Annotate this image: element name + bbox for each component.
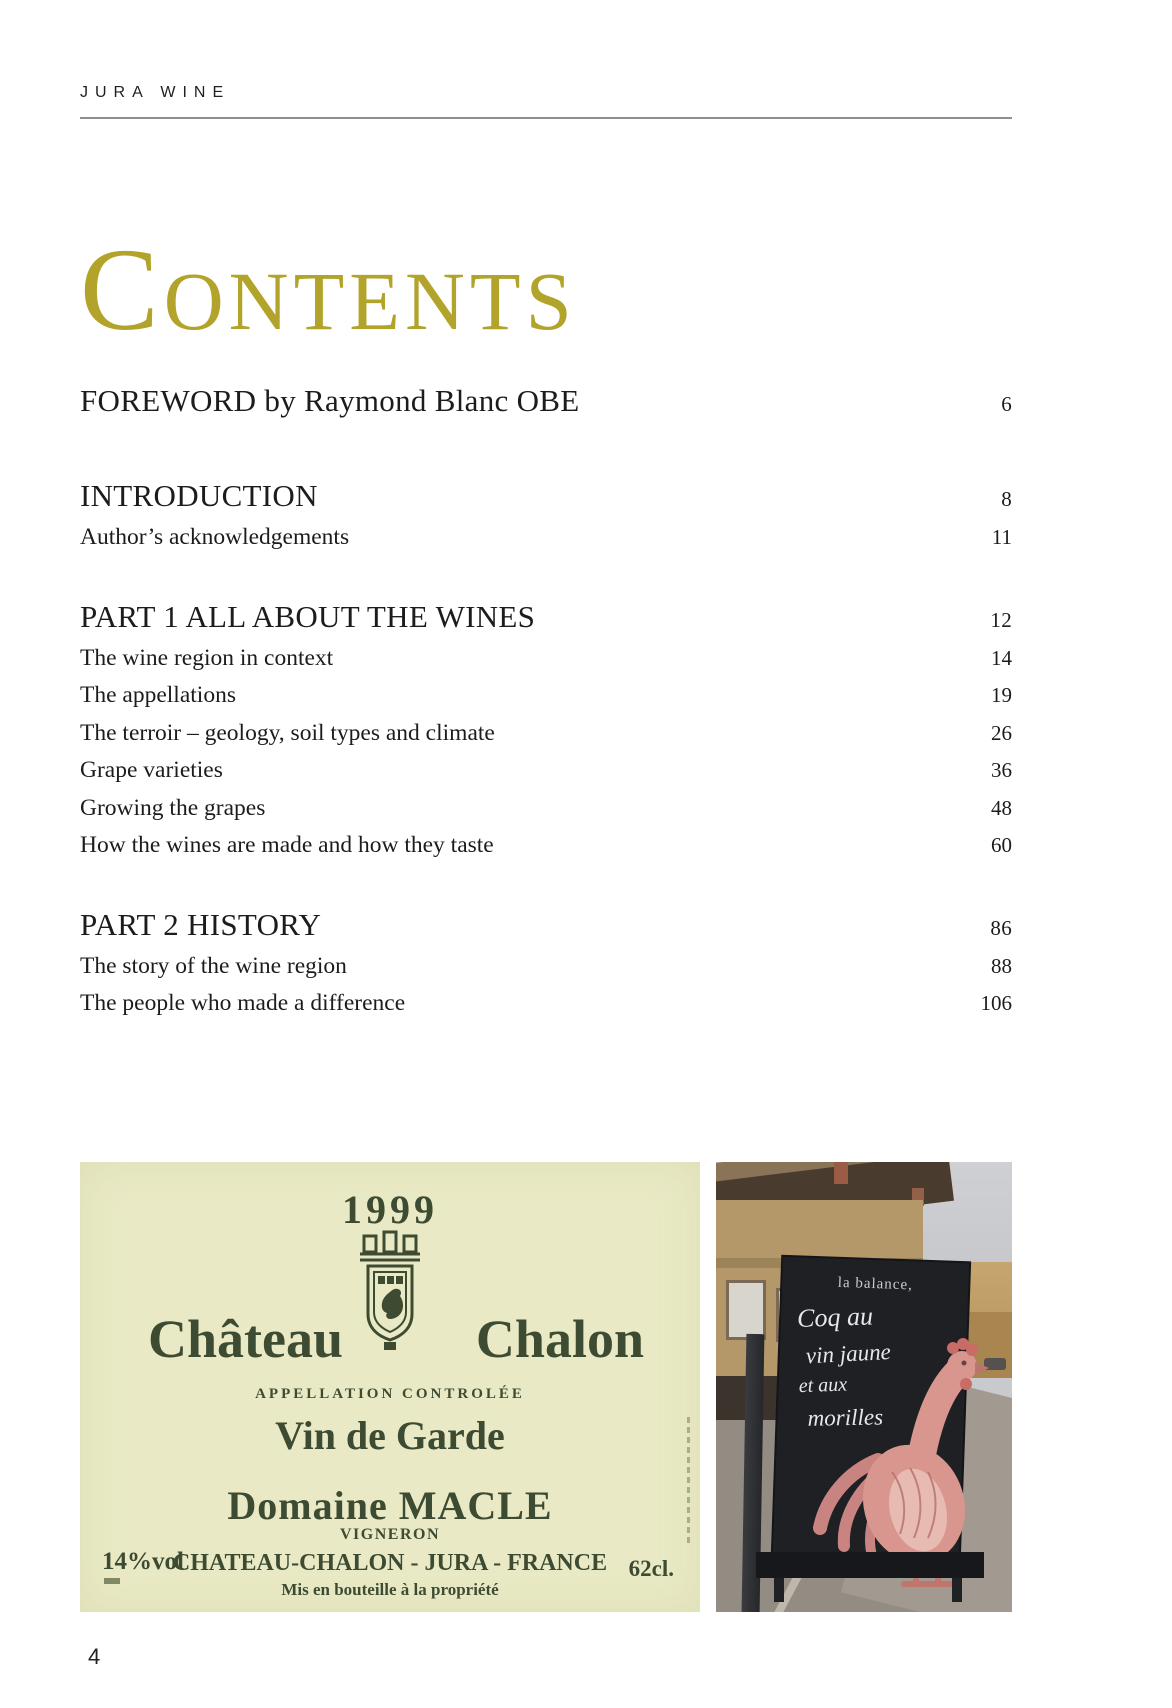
toc-item-page: 26 — [991, 720, 1012, 745]
toc-heading-row — [80, 381, 1012, 424]
toc-item-row — [80, 790, 1012, 828]
toc-item-label: Author’s acknowledgements — [80, 524, 350, 550]
wine-label-image — [80, 1162, 700, 1612]
toc-item-row — [80, 985, 1012, 1023]
toc-item-row — [80, 640, 1012, 678]
toc-item-row — [80, 715, 1012, 753]
toc-heading-label: FOREWORD by Raymond Blanc OBE — [80, 383, 580, 418]
sign-leg — [952, 1578, 962, 1602]
toc-item-label: The story of the wine region — [80, 952, 347, 979]
toc-item-page: 48 — [991, 795, 1012, 820]
label-designation: Vin de Garde — [275, 1412, 505, 1458]
toc-item-page: 11 — [991, 525, 1012, 549]
label-producer-role: VIGNERON — [339, 1525, 440, 1543]
toc-item-page: 19 — [991, 683, 1012, 707]
toc-item-label: The terroir – geology, soil types and climate — [80, 719, 495, 746]
toc-item-page: 60 — [991, 833, 1012, 857]
label-volume: 62cl. — [628, 1555, 674, 1581]
toc-item-row — [80, 677, 1012, 715]
toc-heading-page: 86 — [990, 915, 1012, 940]
sign-base — [756, 1552, 984, 1578]
label-crest-icon — [342, 1228, 438, 1356]
toc-item-label: Growing the grapes — [80, 794, 266, 821]
toc-heading-page: 6 — [1001, 392, 1012, 416]
toc-item-page: 88 — [991, 953, 1012, 978]
label-appellation: APPELLATION CONTROLÉE — [255, 1385, 525, 1402]
toc-item-row — [80, 948, 1012, 986]
toc-heading-page: 8 — [1001, 487, 1012, 511]
figures-row — [80, 1162, 1012, 1612]
street-photo-image — [716, 1162, 1012, 1612]
label-producer: Domaine MACLE — [227, 1482, 553, 1528]
header-rule — [80, 117, 1012, 119]
toc-item-page: 14 — [991, 645, 1012, 670]
sign-menu-line: vin jaune — [805, 1338, 892, 1368]
label-chateau: Château — [148, 1308, 344, 1369]
toc-item-page: 106 — [980, 991, 1012, 1015]
toc-item-row — [80, 827, 1012, 865]
sign-leg — [774, 1578, 784, 1602]
page-number: 4 — [88, 1643, 101, 1669]
toc-heading-label: INTRODUCTION — [80, 478, 318, 513]
sign-restaurant-name: la balance, — [837, 1274, 914, 1293]
contents-title: Contents — [80, 224, 577, 355]
rooster-icon — [800, 1312, 990, 1592]
page-content — [80, 0, 1012, 1670]
label-side-print — [687, 1417, 690, 1547]
toc-item-page: 36 — [991, 758, 1012, 782]
sign-menu-line: et aux — [798, 1372, 848, 1397]
toc-item-label: The wine region in context — [80, 644, 334, 671]
label-bottling: Mis en bouteille à la propriété — [281, 1579, 499, 1599]
book-title: JURA WINE — [80, 84, 231, 101]
photo-window — [726, 1280, 766, 1340]
label-location: CHATEAU-CHALON - JURA - FRANCE — [172, 1549, 608, 1576]
toc-item-label: Grape varieties — [80, 757, 223, 783]
photo-chimney — [834, 1162, 848, 1184]
toc-item-label: The people who made a difference — [80, 990, 406, 1016]
toc-item-row — [80, 752, 1012, 790]
toc-heading-label: PART 1 ALL ABOUT THE WINES — [80, 598, 536, 634]
toc-item-label: The appellations — [80, 682, 236, 708]
toc-heading-label: PART 2 HISTORY — [80, 906, 322, 942]
label-alcohol-smallprint — [104, 1578, 120, 1584]
toc-item-row — [80, 519, 1012, 557]
toc-heading-page: 12 — [990, 607, 1012, 632]
toc-item-label: How the wines are made and how they taste — [80, 832, 494, 858]
label-alcohol: 14%vol — [102, 1547, 184, 1575]
sign-menu-line: morilles — [807, 1403, 884, 1431]
sign-menu-line: Coq au — [796, 1300, 874, 1333]
label-chalon: Chalon — [475, 1308, 644, 1369]
toc-heading-row — [80, 597, 1012, 640]
toc-heading-row — [80, 905, 1012, 948]
toc-heading-row — [80, 476, 1012, 519]
label-vintage: 1999 — [342, 1186, 438, 1232]
